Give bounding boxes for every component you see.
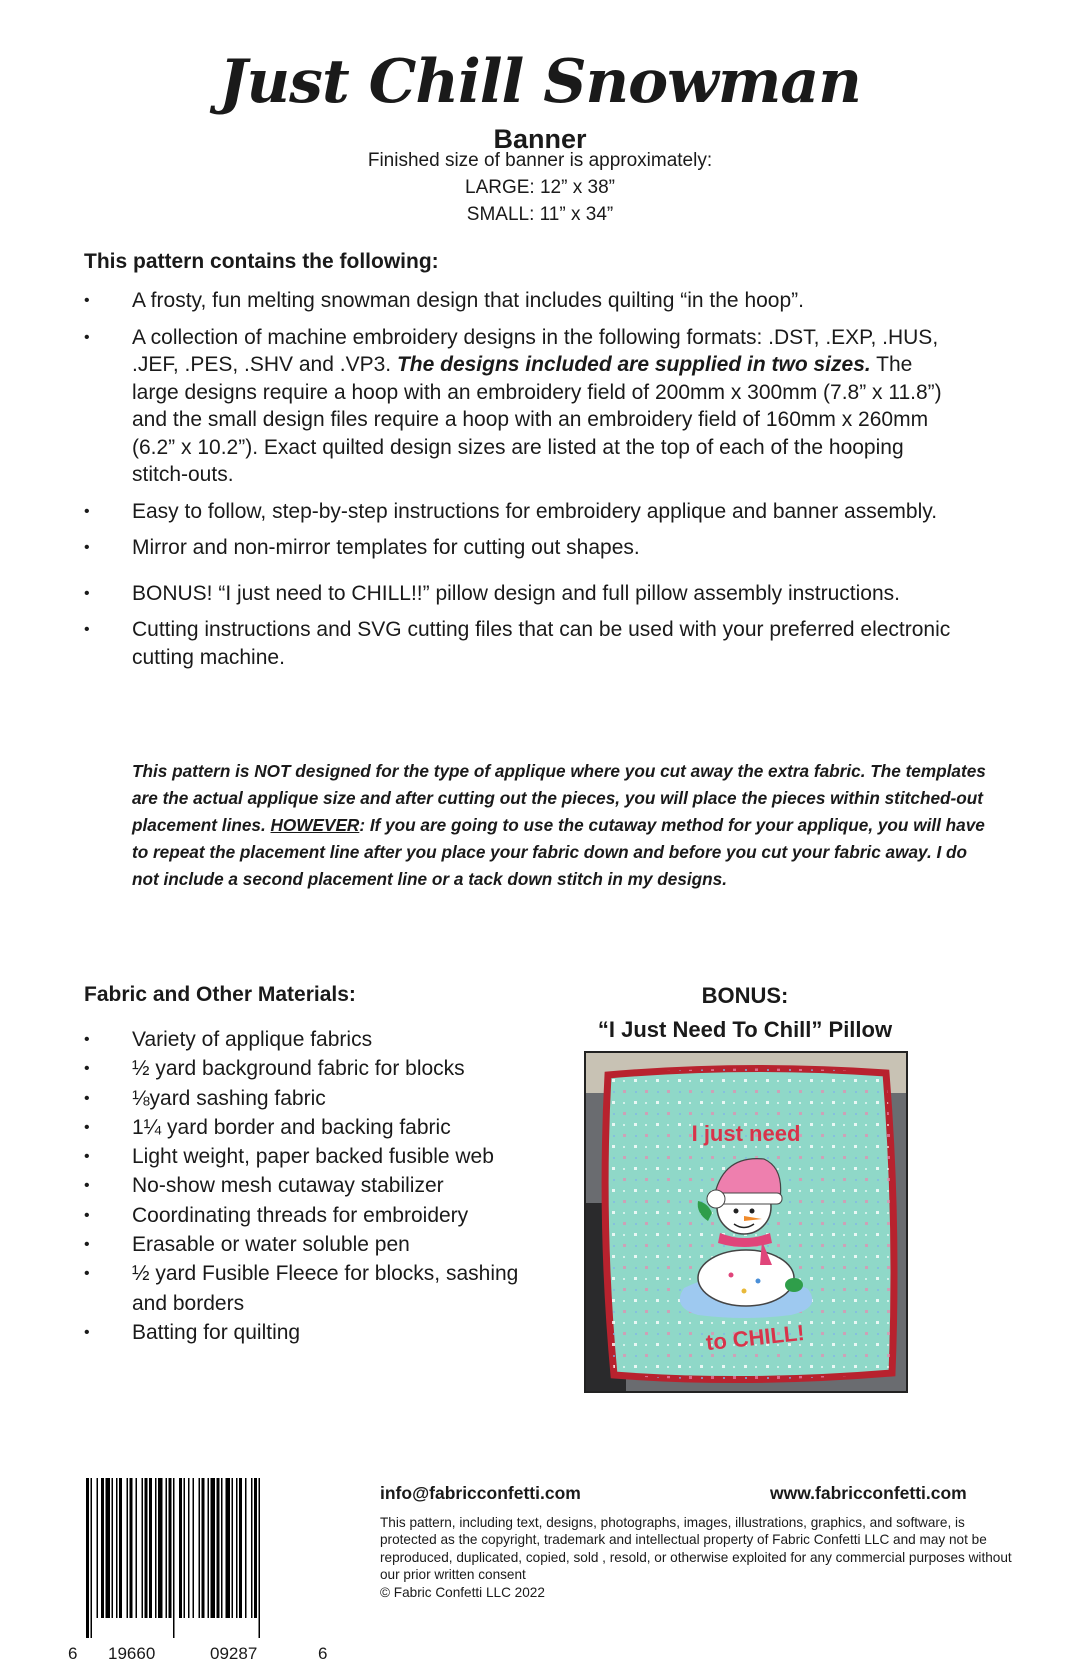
list-item: • ½ yard background fabric for blocks [84, 1054, 524, 1083]
list-item: • Erasable or water soluble pen [84, 1230, 524, 1259]
pillow-text-top: I just need [691, 1121, 801, 1146]
barcode-bar [130, 1478, 133, 1618]
barcode [86, 1478, 311, 1638]
barcode-bar [221, 1478, 223, 1618]
barcode-digit-first: 6 [68, 1644, 78, 1663]
barcode-bar [179, 1478, 182, 1618]
list-item: • Easy to follow, step-by-step instructions for embroidery applique and banner assembly. [84, 498, 964, 526]
note-text: : If you are going to use the cutaway method for your applique, you will have to repeat the placement line after you place your fabric down and before you cut your fabric away. I do not include a second placement line or a tack down stitch in my designs. [132, 815, 985, 889]
small-size: SMALL: 11” x 34” [466, 204, 614, 225]
barcode-group-right: 09287 [210, 1644, 258, 1663]
item-text: The large designs require a hoop with an embroidery field of 200mm x 300mm (7.8” x 11.8”) and the small design files require a hoop with an embroidery field of 160mm x 260mm (6.2” x 10.2”). Exact quilted design sizes are listed at the top of each of the hooping stitch-outs. [132, 353, 942, 486]
list-item: • 1¼ yard border and backing fabric [84, 1113, 524, 1142]
barcode-bar [136, 1478, 138, 1618]
list-item: • Mirror and non-mirror templates for cutting out shapes. [84, 534, 964, 562]
contact-website[interactable]: www.fabricconfetti.com [770, 1483, 967, 1503]
barcode-bar [116, 1478, 118, 1618]
barcode-bar [112, 1478, 114, 1618]
barcode-bar [97, 1478, 99, 1618]
list-item: • Batting for quilting [84, 1318, 524, 1347]
barcode-bar [208, 1478, 210, 1618]
large-size: LARGE: 12” x 38” [465, 177, 615, 198]
list-item: • Light weight, paper backed fusible web [84, 1142, 524, 1171]
barcode-bar [145, 1478, 148, 1618]
pillow-illustration [586, 1053, 906, 1391]
barcode-group-left: 19660 [108, 1644, 156, 1663]
barcode-bar [184, 1478, 186, 1618]
barcode-bar [173, 1478, 175, 1638]
barcode-bar [142, 1478, 144, 1618]
barcode-bar [245, 1478, 247, 1618]
barcode-bar [193, 1478, 195, 1618]
barcode-bar [119, 1478, 122, 1618]
barcode-bar [188, 1478, 190, 1618]
contents-heading: This pattern contains the following: [84, 250, 439, 273]
materials-list [84, 1025, 524, 1347]
page-subtitle: Banner [493, 124, 587, 154]
pillow-photo [584, 1051, 908, 1393]
barcode-bar [259, 1478, 261, 1638]
barcode-bar [226, 1478, 231, 1618]
barcode-bar [217, 1478, 220, 1618]
barcode-bar [106, 1478, 111, 1618]
list-item: • Coordinating threads for embroidery [84, 1201, 524, 1230]
barcode-bar [251, 1478, 253, 1618]
page-title: Just Chill Snowman [219, 47, 861, 117]
contents-list [84, 287, 964, 671]
barcode-bar [202, 1478, 205, 1618]
barcode-bar [101, 1478, 104, 1618]
copyright-text: © Fabric Confetti LLC 2022 [380, 1584, 545, 1600]
barcode-bar [127, 1478, 129, 1618]
note-text: This pattern is NOT designed for the type of applique where you cut away the extra fabric. The templates are the actual applique size and after cutting out the pieces, you will place the pieces within stitched-out placement lines. [132, 761, 986, 835]
barcode-bar [91, 1478, 93, 1638]
barcode-bar [239, 1478, 242, 1618]
list-item [84, 324, 964, 489]
item-text: A collection of machine embroidery designs in the following formats: .DST, .EXP, .HUS, .JEF, .PES, .SHV and .VP3. [132, 325, 939, 376]
bonus-title: “I Just Need To Chill” Pillow [597, 1017, 893, 1042]
legal-text: This pattern, including text, designs, photographs, images, illustrations, graphics, and software, is protected as the copyright, trademark and intellectual property of Fabric Confetti LLC and may not be reproduced, duplicated, copied, sold , resold, or otherwise exploited for any commercial purposes without our prior written consent [380, 1515, 1012, 1583]
item-emphasis: The designs included are supplied in two sizes. [396, 353, 871, 376]
list-item: • A frosty, fun melting snowman design that includes quilting “in the hoop”. [84, 287, 964, 315]
legal-notice [380, 1514, 1020, 1601]
note-emphasis: HOWEVER [270, 815, 360, 835]
materials-heading: Fabric and Other Materials: [84, 983, 356, 1006]
list-item: • Cutting instructions and SVG cutting files that can be used with your preferred electronic cutting machine. [84, 616, 964, 671]
barcode-bar [155, 1478, 157, 1618]
list-item: • ⅛yard sashing fabric [84, 1084, 524, 1113]
barcode-digit-last: 6 [318, 1644, 328, 1663]
list-item: • Variety of applique fabrics [84, 1025, 524, 1054]
barcode-bar [86, 1478, 89, 1638]
finished-size-intro: Finished size of banner is approximately: [367, 150, 713, 171]
barcode-bar [166, 1478, 168, 1618]
barcode-bar [211, 1478, 216, 1618]
barcode-bar [232, 1478, 234, 1618]
list-item: • No-show mesh cutaway stabilizer [84, 1171, 524, 1200]
list-item: • ½ yard Fusible Fleece for blocks, sashing and borders [84, 1259, 524, 1318]
contact-email[interactable]: info@fabricconfetti.com [380, 1483, 581, 1503]
barcode-bar [236, 1478, 238, 1618]
barcode-bar [254, 1478, 257, 1618]
barcode-bar [149, 1478, 152, 1618]
pillow-text-bottom: to CHILL! [704, 1319, 806, 1356]
barcode-bar [158, 1478, 163, 1618]
cutaway-note [132, 758, 992, 893]
bonus-label: BONUS: [701, 983, 789, 1008]
barcode-bar [199, 1478, 201, 1618]
list-item: • BONUS! “I just need to CHILL!!” pillow design and full pillow assembly instructions. [84, 580, 964, 608]
barcode-bar [169, 1478, 172, 1618]
